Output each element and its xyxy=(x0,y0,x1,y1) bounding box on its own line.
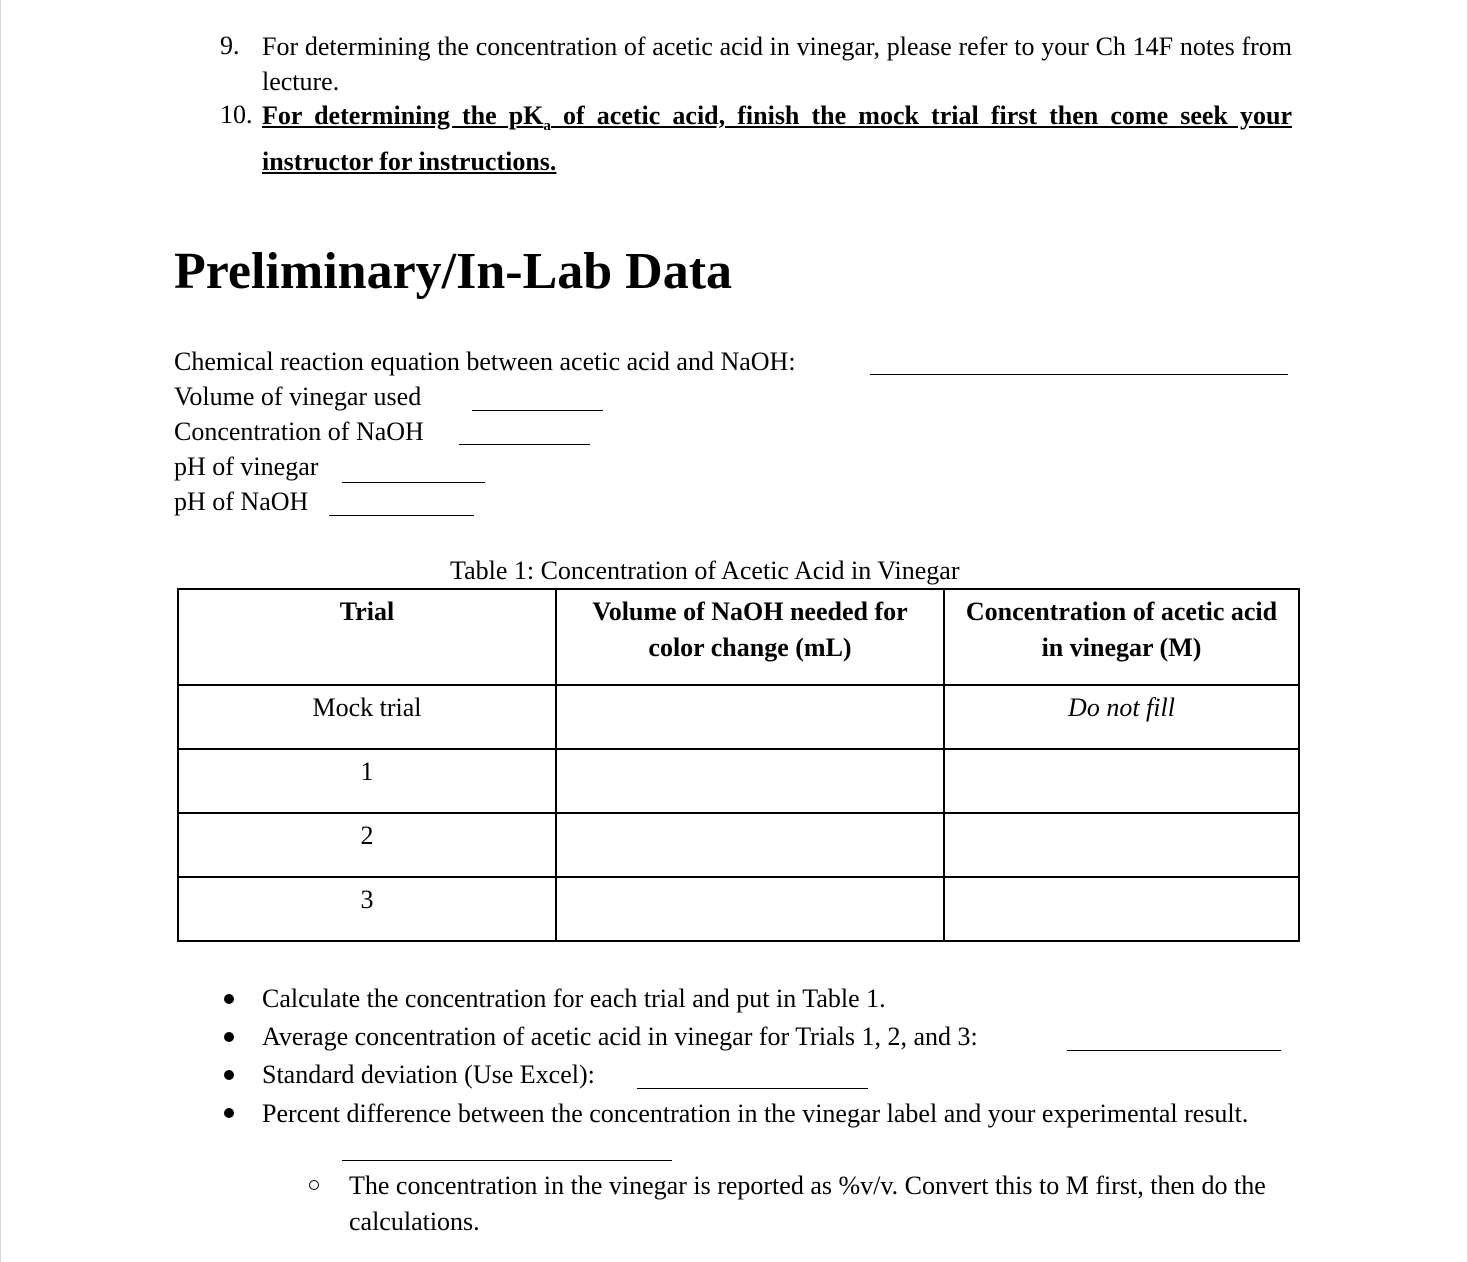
cell-volume[interactable] xyxy=(556,685,944,749)
bullet-icon xyxy=(224,1070,234,1080)
subtask-conversion: The concentration in the vinegar is reported as %v/v. Convert this to M first, then do the calculations. xyxy=(349,1171,1266,1236)
cell-trial: 2 xyxy=(178,813,556,877)
table-row xyxy=(178,813,1299,877)
std-dev-answer-blank[interactable] xyxy=(637,1088,868,1089)
field-volume-label: Volume of vinegar used xyxy=(174,382,422,411)
item-10-text-end: of acetic acid, finish the mock trial first then come seek your instructor for instructions. xyxy=(262,101,1292,177)
percent-diff-answer-blank[interactable] xyxy=(342,1160,672,1161)
cell-trial: 3 xyxy=(178,877,556,941)
cell-volume[interactable] xyxy=(556,877,944,941)
header-trial: Trial xyxy=(178,589,556,685)
table-row xyxy=(178,749,1299,813)
cell-volume[interactable] xyxy=(556,813,944,877)
cell-concentration: Do not fill xyxy=(944,685,1299,749)
bullet-icon xyxy=(224,994,234,1004)
task-calculate: Calculate the concentration for each trial and put in Table 1. xyxy=(262,984,886,1013)
item-10-subscript: a xyxy=(543,118,551,135)
average-answer-blank[interactable] xyxy=(1067,1050,1281,1051)
item-9-number: 9. xyxy=(220,31,240,60)
field-ph-naoh-blank[interactable] xyxy=(329,515,474,516)
field-reaction-blank[interactable] xyxy=(870,374,1288,375)
bullet-icon xyxy=(224,1108,234,1118)
cell-concentration[interactable] xyxy=(944,813,1299,877)
item-10-text-start: For determining the pK xyxy=(262,101,544,130)
sub-bullet-icon xyxy=(309,1180,319,1190)
table-header-row xyxy=(178,589,1299,685)
page-left-edge xyxy=(0,0,1,1262)
table-row xyxy=(178,685,1299,749)
header-concentration: Concentration of acetic acid in vinegar (M) xyxy=(944,589,1299,685)
field-ph-naoh-label: pH of NaOH xyxy=(174,487,309,516)
item-10-number: 10. xyxy=(220,100,253,129)
item-9-text: For determining the concentration of acetic acid in vinegar, please refer to your Ch 14F notes from lecture. xyxy=(262,32,1292,96)
field-naoh-conc-blank[interactable] xyxy=(459,444,590,445)
section-title: Preliminary/In-Lab Data xyxy=(174,243,733,300)
item-10-text xyxy=(262,98,1292,179)
cell-trial: 1 xyxy=(178,749,556,813)
bullet-icon xyxy=(224,1032,234,1042)
header-volume: Volume of NaOH needed for color change (mL) xyxy=(556,589,944,685)
table-row xyxy=(178,877,1299,941)
table-caption: Table 1: Concentration of Acetic Acid in Vinegar xyxy=(450,556,960,585)
task-std-dev: Standard deviation (Use Excel): xyxy=(262,1060,595,1089)
cell-concentration[interactable] xyxy=(944,877,1299,941)
field-ph-vinegar-blank[interactable] xyxy=(342,482,485,483)
data-table xyxy=(177,588,1300,942)
task-percent-diff: Percent difference between the concentration in the vinegar label and your experimental result. xyxy=(262,1099,1249,1128)
field-naoh-conc-label: Concentration of NaOH xyxy=(174,417,424,446)
task-average: Average concentration of acetic acid in vinegar for Trials 1, 2, and 3: xyxy=(262,1022,978,1051)
cell-volume[interactable] xyxy=(556,749,944,813)
field-volume-blank[interactable] xyxy=(472,410,603,411)
cell-concentration[interactable] xyxy=(944,749,1299,813)
field-reaction-label: Chemical reaction equation between acetic acid and NaOH: xyxy=(174,347,796,376)
field-ph-vinegar-label: pH of vinegar xyxy=(174,452,319,481)
cell-trial: Mock trial xyxy=(178,685,556,749)
